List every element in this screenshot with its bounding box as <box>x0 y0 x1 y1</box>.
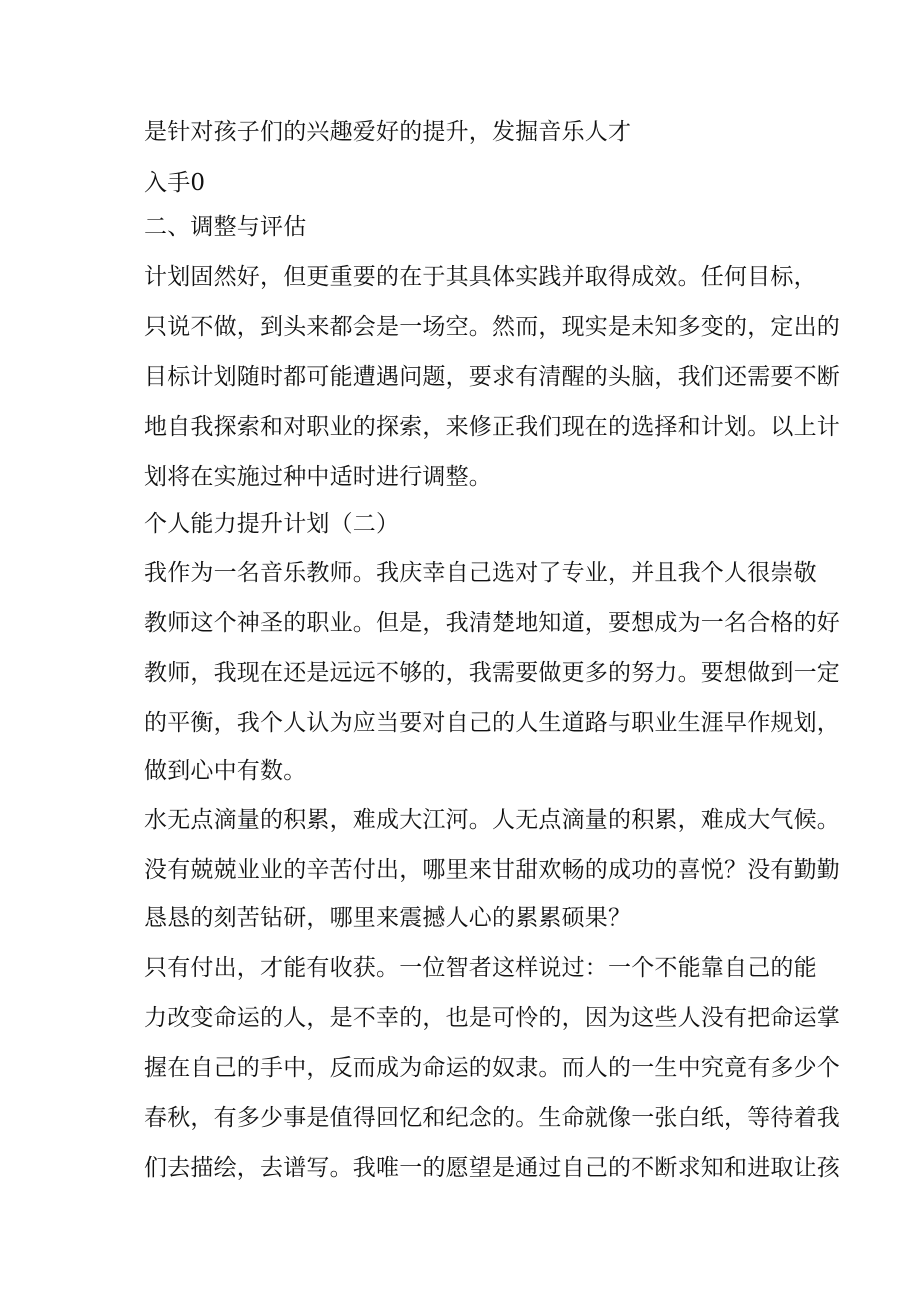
text-line: 恳恳的刻苦钻研，哪里来震撼人心的累累硕果？ <box>144 905 632 931</box>
text-line: 水无点滴量的积累，难成大江河。人无点滴量的积累，难成大气候。 <box>144 807 840 833</box>
text-line: 教师这个神圣的职业。但是，我清楚地知道，要想成为一名合格的好 <box>144 610 840 636</box>
text-line: 是针对孩子们的兴趣爱好的提升，发掘音乐人才 <box>144 119 632 145</box>
text-line: 春秋，有多少事是值得回忆和纪念的。生命就像一张白纸，等待着我 <box>144 1105 840 1131</box>
text-line: 划将在实施过种中适时进行调整。 <box>144 464 492 490</box>
text-line: 地自我探索和对职业的探索，来修正我们现在的选择和计划。以上计 <box>144 414 840 440</box>
text-line: 的平衡，我个人认为应当要对自己的人生道路与职业生涯早作规划， <box>144 710 840 736</box>
text-line: 只说不做，到头来都会是一场空。然而，现实是未知多变的，定出的 <box>144 314 840 340</box>
text-line: 我作为一名音乐教师。我庆幸自己选对了专业，并且我个人很崇敬 <box>144 560 817 586</box>
text-line: 入手0 <box>144 170 206 196</box>
section-heading: 二、调整与评估 <box>144 214 307 240</box>
text-line: 做到心中有数。 <box>144 758 307 784</box>
text-line: 目标计划随时都可能遭遇问题，要求有清醒的头脑，我们还需要不断 <box>144 364 840 390</box>
section-heading: 个人能力提升计划（二） <box>144 511 400 537</box>
text-line: 力改变命运的人，是不幸的，也是可怜的，因为这些人没有把命运掌 <box>144 1005 840 1031</box>
text-line: 们去描绘，去谱写。我唯一的愿望是通过自己的不断求知和进取让孩 <box>144 1155 840 1181</box>
text-line: 教师，我现在还是远远不够的，我需要做更多的努力。要想做到一定 <box>144 660 840 686</box>
text-line: 只有付出，才能有收获。一位智者这样说过：一个不能靠自己的能 <box>144 955 817 981</box>
text-line: 握在自己的手中，反而成为命运的奴隶。而人的一生中究竟有多少个 <box>144 1055 840 1081</box>
text-line: 没有兢兢业业的辛苦付出，哪里来甘甜欢畅的成功的喜悦？没有勤勤 <box>144 857 840 883</box>
text-line: 计划固然好，但更重要的在于其具体实践并取得成效。任何目标， <box>144 264 817 290</box>
